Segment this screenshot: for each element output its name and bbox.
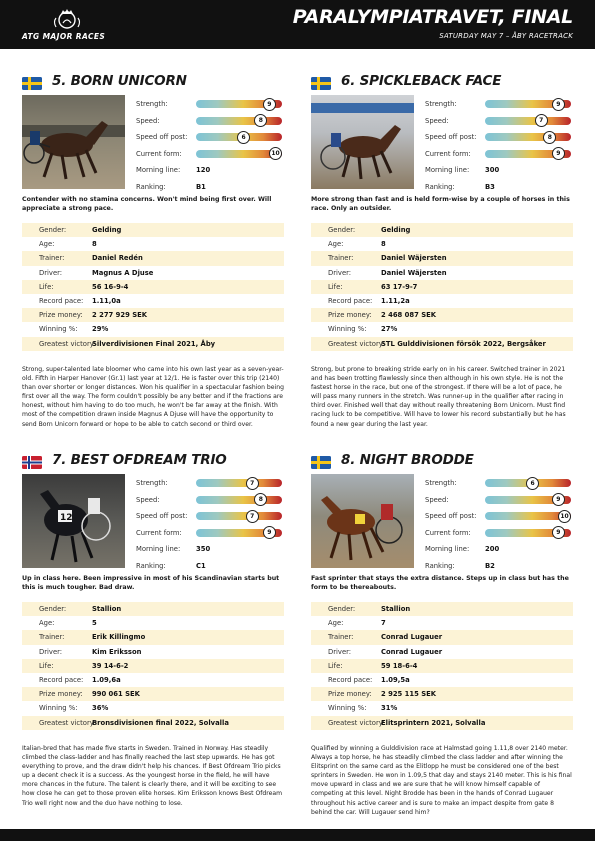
stat-label: Speed off post:: [136, 512, 188, 520]
stat-speed: [425, 493, 573, 510]
winning-pct-value: 31%: [381, 704, 398, 713]
page-subtitle: SATURDAY MAY 7 – ÅBY RACETRACK: [439, 32, 573, 40]
fact-row: [22, 687, 284, 701]
rating-bar: [196, 512, 282, 520]
fact-row: [22, 602, 284, 616]
rating-dot: 9: [552, 493, 565, 506]
gender-value: Stallion: [92, 605, 122, 614]
horse-card: [311, 450, 573, 820]
fact-row: [22, 223, 284, 237]
stat-ranking: [136, 559, 284, 576]
stat-morning-line: [136, 542, 284, 559]
fact-label: Winning %:: [39, 704, 78, 713]
rating-dot: 9: [552, 98, 565, 111]
fact-label: Life:: [39, 661, 54, 670]
rating-dot: 8: [254, 114, 267, 127]
fact-row: [22, 616, 284, 630]
horse-photo: [22, 95, 125, 189]
horse-summary: Fast sprinter that stays the extra distance. Steps up in class but has the form to be thereabouts.: [311, 575, 569, 591]
horse-heading: [311, 71, 501, 91]
stat-strength: [425, 97, 573, 114]
horse-summary: Up in class here. Been impressive in most of his Scandinavian starts but this is much tougher. Bad draw.: [22, 575, 280, 591]
stat-current-form: [425, 526, 573, 543]
fact-label: Prize money:: [328, 690, 372, 699]
rating-dot: 9: [552, 526, 565, 539]
ranking-value: B3: [485, 182, 495, 191]
horse-name: 5. BORN UNICORN: [52, 73, 187, 89]
stat-label: Current form:: [425, 149, 471, 158]
fact-label: Record pace:: [328, 297, 373, 306]
fact-row: [311, 630, 573, 644]
stat-label: Speed:: [425, 116, 449, 125]
stat-label: Speed off post:: [425, 133, 477, 141]
stats-panel: [425, 97, 573, 196]
fact-row: [311, 716, 573, 730]
stat-label: Current form:: [136, 528, 182, 537]
stat-speed-off-post: [136, 130, 284, 147]
horse-name: 6. SPICKLEBACK FACE: [341, 73, 502, 89]
stat-current-form: [136, 526, 284, 543]
age-value: 7: [381, 619, 386, 628]
fact-label: Age:: [39, 240, 55, 249]
stat-label: Ranking:: [136, 561, 166, 570]
stat-morning-line: [136, 163, 284, 180]
stat-current-form: [425, 147, 573, 164]
fact-label: Trainer:: [39, 254, 65, 263]
driver-value: Kim Eriksson: [92, 647, 142, 656]
rating-bar: [485, 117, 571, 125]
fact-label: Greatest victory:: [328, 718, 385, 727]
rating-dot: 9: [263, 98, 276, 111]
morning-line-value: 350: [196, 545, 211, 553]
rating-bar: [196, 529, 282, 537]
prize-money-value: 990 061 SEK: [92, 690, 140, 699]
rating-dot: 6: [526, 477, 539, 490]
greatest-victory-value: Silverdivisionen Final 2021, Åby: [92, 339, 216, 348]
horse-summary: More strong than fast and is held form-wise by a couple of horses in this race. Only an outsider.: [311, 196, 570, 212]
record-pace-value: 1.09,5a: [381, 676, 410, 685]
fact-label: Driver:: [328, 268, 352, 277]
fact-label: Prize money:: [39, 690, 83, 699]
stat-label: Morning line:: [425, 545, 470, 553]
gender-value: Gelding: [92, 226, 122, 235]
stat-strength: [425, 476, 573, 493]
life-value: 59 18-6-4: [381, 661, 418, 670]
rating-dot: 8: [254, 493, 267, 506]
fact-label: Driver:: [39, 268, 63, 277]
atg-logo: [22, 8, 112, 44]
driver-value: Daniel Wäjersten: [381, 268, 447, 277]
fact-row: [22, 716, 284, 730]
fact-label: Winning %:: [328, 704, 367, 713]
stat-label: Strength:: [136, 100, 168, 108]
rating-bar: [485, 512, 571, 520]
horse-card: [311, 71, 573, 428]
fact-row: [311, 280, 573, 294]
fact-row: [311, 616, 573, 630]
stat-speed-off-post: [136, 509, 284, 526]
record-pace-value: 1.09,6a: [92, 676, 121, 685]
rating-dot: 8: [543, 131, 556, 144]
fact-row: [311, 251, 573, 265]
horse-name: 8. NIGHT BRODDE: [341, 452, 474, 468]
ranking-value: C1: [196, 561, 206, 570]
horse-description: Strong, but prone to breaking stride early on in his career. Switched trainer in 2021 and has been trotting flawlessly since then although in his own style. He is not the fastest horse in the race, but one of the strongest. If there will be a lot of pace, he will pass many runners in the stretch. Was runner-up in the qualifier after racing in third over. Finished well that day without really threatening Born Unicorn. Must find racing luck to be competitive. Will have to lower his record substantially but he has found a new gear during the last year.: [311, 366, 566, 428]
stat-label: Morning line:: [425, 166, 470, 174]
rating-bar: [485, 133, 571, 141]
fact-row: [22, 337, 284, 351]
trainer-value: Erik Killingmo: [92, 633, 146, 642]
stat-speed: [136, 493, 284, 510]
rating-dot: 6: [237, 131, 250, 144]
fact-row: [22, 280, 284, 294]
greatest-victory-value: Elitsprintern 2021, Solvalla: [381, 718, 486, 727]
prize-money-value: 2 277 929 SEK: [92, 311, 148, 320]
fact-label: Driver:: [328, 647, 352, 656]
stat-label: Speed off post:: [136, 133, 188, 141]
fact-label: Greatest victory:: [328, 339, 385, 348]
rating-dot: 9: [263, 526, 276, 539]
life-value: 56 16-9-4: [92, 282, 129, 291]
fact-row: [22, 322, 284, 336]
fact-row: [311, 645, 573, 659]
stat-strength: [136, 476, 284, 493]
rating-bar: [196, 100, 282, 108]
fact-label: Record pace:: [39, 676, 84, 685]
fact-row: [22, 659, 284, 673]
fact-label: Trainer:: [328, 633, 354, 642]
stat-label: Speed:: [136, 495, 160, 504]
morning-line-value: 200: [485, 545, 500, 553]
winning-pct-value: 29%: [92, 325, 109, 334]
rating-bar: [485, 479, 571, 487]
rating-bar: [196, 479, 282, 487]
crest-icon: [52, 8, 82, 30]
horse-description: Qualified by winning a Gulddivision race at Halmstad going 1.11,8 over 2140 meter. Always a top horse, he has steadily climbed the class ladder and after winning the Elitsprint on the same card as the Elitlopp he must be considered one of the best sprinters in Sweden. He won in 1.09,5 that day and stays 2140 meter. This is his final move upward in class and we are sure that he will know himself capable of competing at this level. Night Brodde has been in the hands of Conrad Lugauer throughout his active career and is sure to make an impact despite from gate 8 behind the car. Will Lugauer send him?: [311, 745, 572, 816]
stat-label: Ranking:: [425, 561, 455, 570]
rating-bar: [196, 133, 282, 141]
rating-bar: [485, 100, 571, 108]
driver-value: Magnus A Djuse: [92, 268, 154, 277]
fact-row: [311, 223, 573, 237]
rating-dot: 10: [269, 147, 282, 160]
stat-speed-off-post: [425, 509, 573, 526]
fact-label: Prize money:: [39, 311, 83, 320]
stat-label: Morning line:: [136, 166, 181, 174]
fact-row: [311, 687, 573, 701]
flag-icon: [22, 75, 42, 88]
fact-label: Gender:: [39, 605, 67, 614]
horse-card: [22, 71, 284, 428]
stat-ranking: [425, 180, 573, 197]
fact-row: [311, 294, 573, 308]
fact-row: [311, 308, 573, 322]
flag-icon: [311, 75, 331, 88]
age-value: 8: [92, 240, 97, 249]
brand-label: ATG MAJOR RACES: [22, 32, 106, 41]
greatest-victory-value: STL Gulddivisionen försök 2022, Bergsåker: [381, 339, 546, 348]
fact-row: [22, 266, 284, 280]
stat-label: Speed off post:: [425, 512, 477, 520]
rating-bar: [485, 529, 571, 537]
fact-label: Greatest victory:: [39, 718, 96, 727]
rating-dot: 7: [246, 510, 259, 523]
fact-label: Age:: [39, 619, 55, 628]
record-pace-value: 1.11,2a: [381, 297, 410, 306]
trainer-value: Daniel Wäjersten: [381, 254, 447, 263]
fact-label: Life:: [39, 282, 54, 291]
page-title: PARALYMPIATRAVET, FINAL: [292, 6, 573, 28]
fact-label: Trainer:: [328, 254, 354, 263]
horse-photo: [22, 474, 125, 568]
stat-speed-off-post: [425, 130, 573, 147]
fact-label: Winning %:: [328, 325, 367, 334]
footer-bar: [0, 829, 595, 841]
rating-bar: [196, 496, 282, 504]
fact-row: [22, 308, 284, 322]
stat-label: Strength:: [425, 479, 457, 487]
rating-bar: [485, 150, 571, 158]
horse-heading: [22, 71, 187, 91]
fact-label: Driver:: [39, 647, 63, 656]
fact-row: [22, 251, 284, 265]
fact-label: Age:: [328, 619, 344, 628]
stat-label: Speed:: [425, 495, 449, 504]
horse-photo: [311, 474, 414, 568]
horse-card: [22, 450, 284, 820]
rating-dot: 10: [558, 510, 571, 523]
fact-label: Life:: [328, 661, 343, 670]
rating-bar: [196, 150, 282, 158]
fact-label: Winning %:: [39, 325, 78, 334]
fact-label: Life:: [328, 282, 343, 291]
fact-row: [22, 701, 284, 715]
facts-table: [22, 223, 284, 351]
fact-row: [22, 645, 284, 659]
fact-row: [311, 266, 573, 280]
facts-table: [311, 602, 573, 730]
age-value: 5: [92, 619, 97, 628]
gender-value: Stallion: [381, 605, 411, 614]
morning-line-value: 300: [485, 166, 500, 174]
fact-row: [311, 701, 573, 715]
fact-row: [311, 602, 573, 616]
stat-speed: [425, 114, 573, 131]
horse-photo: [311, 95, 414, 189]
fact-row: [22, 630, 284, 644]
stat-label: Current form:: [425, 528, 471, 537]
record-pace-value: 1.11,0a: [92, 297, 121, 306]
stat-morning-line: [425, 163, 573, 180]
ranking-value: B1: [196, 182, 206, 191]
trainer-value: Daniel Redén: [92, 254, 143, 263]
prize-money-value: 2 468 087 SEK: [381, 311, 437, 320]
stat-label: Morning line:: [136, 545, 181, 553]
life-value: 63 17-9-7: [381, 282, 418, 291]
horse-heading: [311, 450, 474, 470]
stat-speed: [136, 114, 284, 131]
fact-row: [311, 337, 573, 351]
fact-label: Prize money:: [328, 311, 372, 320]
flag-icon: [311, 454, 331, 467]
fact-row: [22, 237, 284, 251]
horse-heading: [22, 450, 227, 470]
fact-row: [311, 659, 573, 673]
fact-row: [311, 322, 573, 336]
facts-table: [311, 223, 573, 351]
rating-dot: 7: [246, 477, 259, 490]
fact-label: Age:: [328, 240, 344, 249]
greatest-victory-value: Bronsdivisionen final 2022, Solvalla: [92, 718, 229, 727]
life-value: 39 14-6-2: [92, 661, 129, 670]
driver-value: Conrad Lugauer: [381, 647, 443, 656]
stat-label: Strength:: [136, 479, 168, 487]
gender-value: Gelding: [381, 226, 411, 235]
fact-label: Greatest victory:: [39, 339, 96, 348]
rating-dot: 9: [552, 147, 565, 160]
trainer-value: Conrad Lugauer: [381, 633, 443, 642]
horse-description: Strong, super-talented late bloomer who came into his own last year as a seven-year-old. Fifth in Harper Hanover (Gr.1) last year at 12/1. He is faster over this trip (2140) than over shorter or longer distances. Won his qualifier in a spectacular fashion being first over all the way. The form couldn't possibly be any better and if the fractions are honest, without him having to do too much, he won't be far away at the finish. With most of the competition drawn inside Magnus A Djuse will have the opportunity to send Born Unicorn forward or hope to be able to catch second or third over.: [22, 366, 284, 428]
horse-name: 7. BEST OFDREAM TRIO: [52, 452, 227, 468]
fact-label: Gender:: [328, 226, 356, 235]
stat-strength: [136, 97, 284, 114]
stat-label: Strength:: [425, 100, 457, 108]
facts-table: [22, 602, 284, 730]
rating-dot: 7: [535, 114, 548, 127]
fact-label: Trainer:: [39, 633, 65, 642]
stat-morning-line: [425, 542, 573, 559]
stat-label: Current form:: [136, 149, 182, 158]
stat-label: Speed:: [136, 116, 160, 125]
morning-line-value: 120: [196, 166, 211, 174]
fact-label: Gender:: [328, 605, 356, 614]
stat-label: Ranking:: [136, 182, 166, 191]
header-bar: [0, 0, 595, 49]
stat-label: Ranking:: [425, 182, 455, 191]
age-value: 8: [381, 240, 386, 249]
flag-icon: [22, 454, 42, 467]
svg-text:12: 12: [60, 513, 73, 523]
horse-summary: Contender with no stamina concerns. Won't mind being first over. Will appreciate a strong pace.: [22, 196, 272, 212]
winning-pct-value: 36%: [92, 704, 109, 713]
fact-label: Gender:: [39, 226, 67, 235]
horse-description: Italian-bred that has made five starts in Sweden. Trained in Norway. Has steadily climbed the class-ladder and has finally reached the last step upwards. He has got everything to prove, and the draw didn't help his chances. If Best Ofdream Trio picks up a decent check it is a success. As the youngest horse in the field, he will have more chances in the future. The talent is clearly there, and it will be exciting to see how close he can get to those proven elite horses. Kim Eriksson knows Best Ofdream Trio well right now and the duo have nothing to lose.: [22, 745, 283, 807]
stats-panel: [425, 476, 573, 575]
fact-label: Record pace:: [39, 297, 84, 306]
winning-pct-value: 27%: [381, 325, 398, 334]
fact-row: [311, 237, 573, 251]
prize-money-value: 2 925 115 SEK: [381, 690, 437, 699]
fact-row: [22, 673, 284, 687]
ranking-value: B2: [485, 561, 495, 570]
rating-bar: [485, 496, 571, 504]
stat-ranking: [136, 180, 284, 197]
stats-panel: [136, 476, 284, 575]
fact-row: [311, 673, 573, 687]
fact-label: Record pace:: [328, 676, 373, 685]
stats-panel: [136, 97, 284, 196]
fact-row: [22, 294, 284, 308]
rating-bar: [196, 117, 282, 125]
stat-ranking: [425, 559, 573, 576]
stat-current-form: [136, 147, 284, 164]
